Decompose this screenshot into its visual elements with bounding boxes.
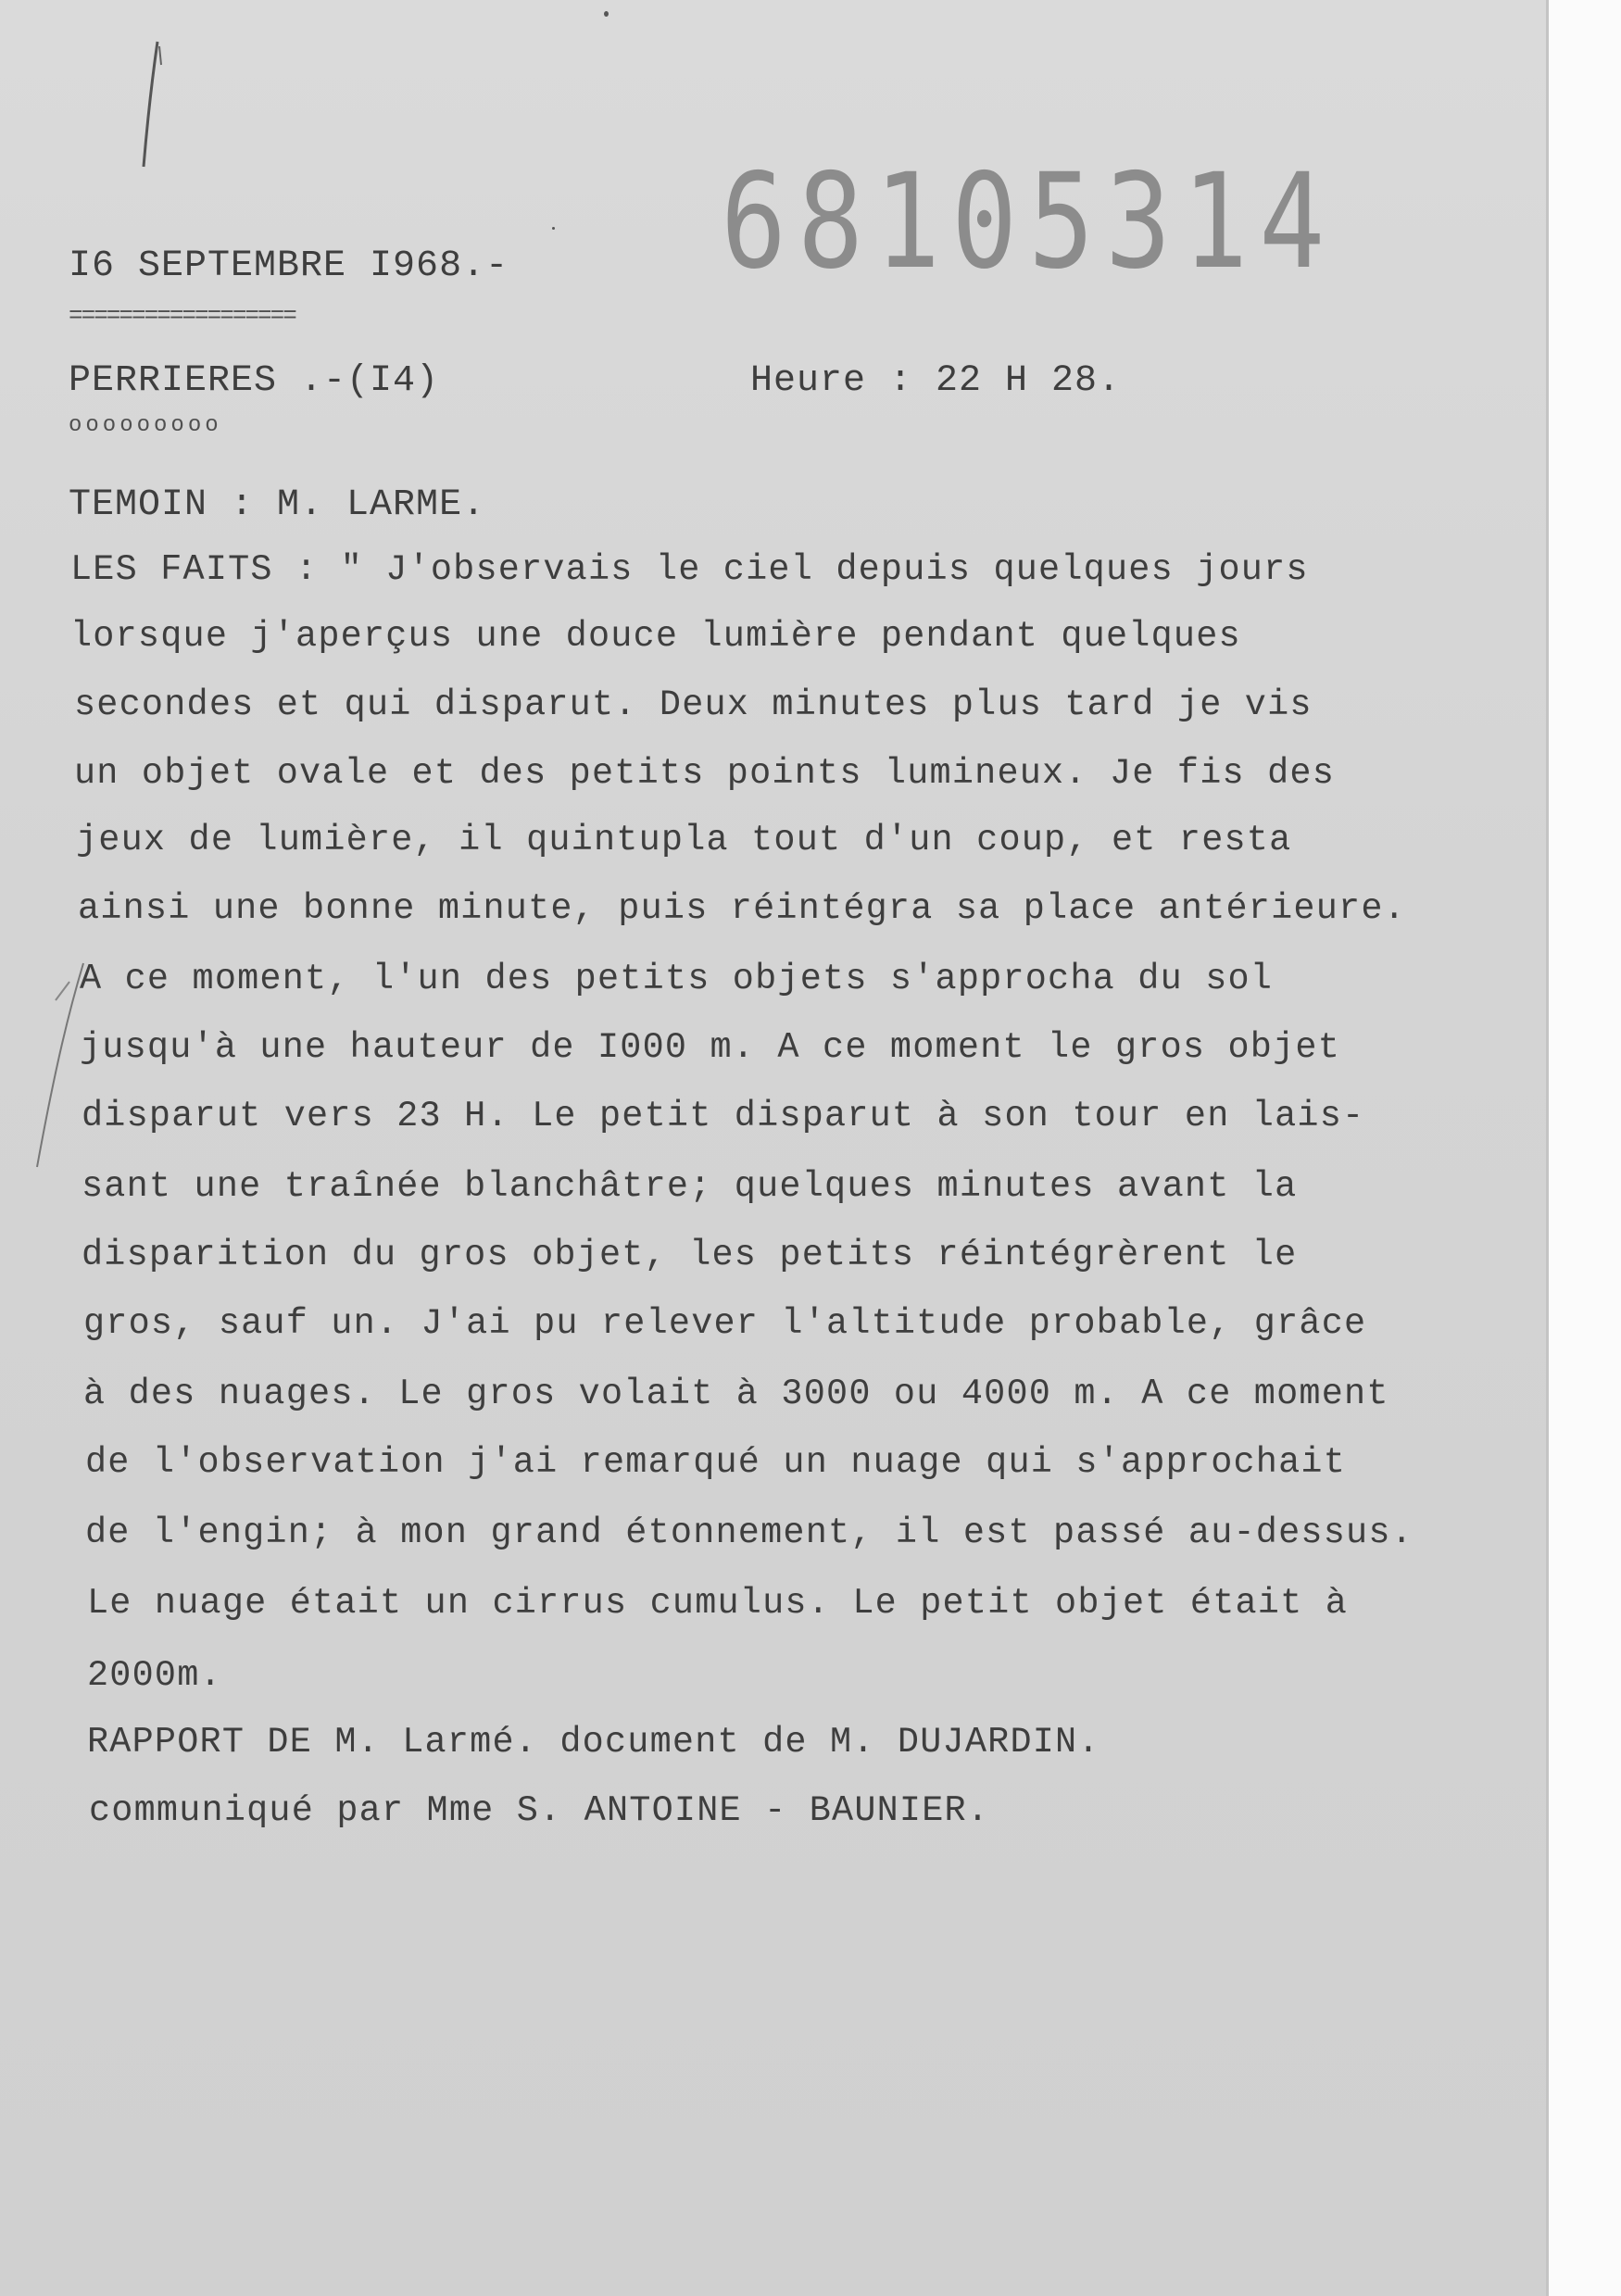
facts-line: disparut vers 23 H. Le petit disparut à son tour en lais- xyxy=(82,1096,1365,1136)
witness-line: TEMOIN : M. LARME. xyxy=(69,484,486,526)
facts-line: Le nuage était un cirrus cumulus. Le petit objet était à xyxy=(87,1583,1349,1624)
facts-line: LES FAITS : " J'observais le ciel depuis quelques jours xyxy=(70,549,1309,590)
facts-line: jusqu'à une hauteur de I000 m. A ce moment le gros objet xyxy=(80,1027,1341,1068)
facts-line: lorsque j'aperçus une douce lumière pendant quelques xyxy=(70,616,1241,657)
observation-time: Heure : 22 H 28. xyxy=(750,360,1122,402)
date-underline: ================== xyxy=(69,302,295,330)
location: PERRIERES .-(I4) xyxy=(69,360,440,402)
facts-line: 2000m. xyxy=(87,1655,222,1696)
facts-line: gros, sauf un. J'ai pu relever l'altitude probable, grâce xyxy=(83,1303,1367,1344)
facts-line: jeux de lumière, il quintupla tout d'un coup, et resta xyxy=(76,820,1292,860)
file-number-stamp: 68105314 xyxy=(721,144,1337,298)
ink-speck xyxy=(552,227,555,230)
facts-line: de l'engin; à mon grand étonnement, il est passé au-dessus. xyxy=(85,1512,1414,1553)
facts-line: disparition du gros objet, les petits réintégrèrent le xyxy=(82,1235,1298,1275)
document-date: I6 SEPTEMBRE I968.- xyxy=(69,245,509,287)
facts-line: un objet ovale et des petits points lumineux. Je fis des xyxy=(74,753,1336,794)
facts-line: secondes et qui disparut. Deux minutes plus tard je vis xyxy=(74,684,1313,725)
scan-margin xyxy=(1549,0,1621,2296)
ink-speck xyxy=(604,11,609,17)
facts-line: ainsi une bonne minute, puis réintégra sa place antérieure. xyxy=(78,888,1406,929)
location-underline: ooooooooo xyxy=(69,413,222,438)
report-line: RAPPORT DE M. Larmé. document de M. DUJARDIN. xyxy=(87,1722,1100,1763)
pen-mark-icon xyxy=(102,37,241,176)
communicated-line: communiqué par Mme S. ANTOINE - BAUNIER. xyxy=(89,1790,990,1831)
facts-line: à des nuages. Le gros volait à 3000 ou 4000 m. A ce moment xyxy=(83,1374,1389,1414)
facts-line: sant une traînée blanchâtre; quelques minutes avant la xyxy=(82,1166,1298,1207)
facts-line: A ce moment, l'un des petits objets s'approcha du sol xyxy=(80,959,1274,999)
facts-line: de l'observation j'ai remarqué un nuage qui s'approchait xyxy=(85,1442,1347,1483)
